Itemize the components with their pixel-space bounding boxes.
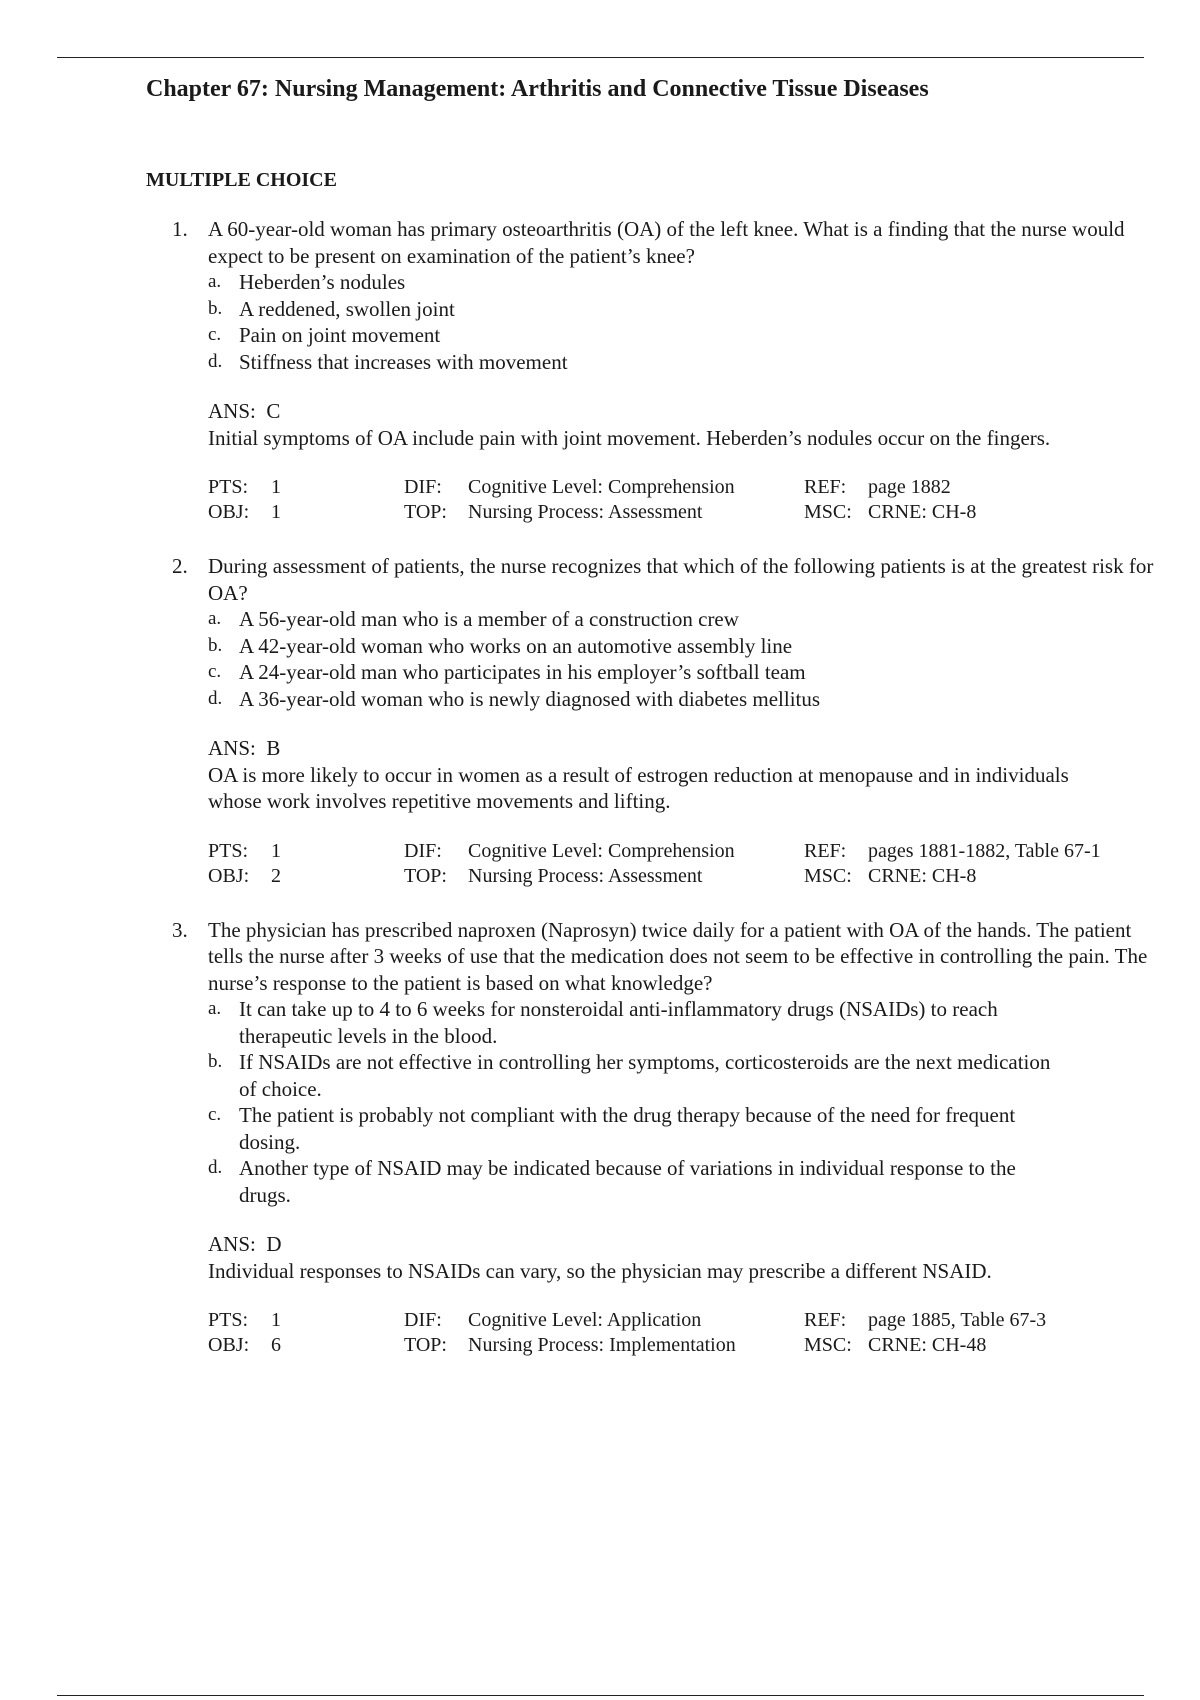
ref-value: page 1885, Table 67-3 bbox=[868, 1309, 1047, 1331]
question-number: 1. bbox=[172, 217, 188, 241]
answer-label: ANS: bbox=[208, 1232, 256, 1256]
option-letter: d. bbox=[208, 350, 223, 372]
option-letter: b. bbox=[208, 297, 223, 319]
answer-line bbox=[208, 1231, 1146, 1258]
dif-value: Cognitive Level: Comprehension bbox=[468, 839, 735, 862]
dif-value: Cognitive Level: Comprehension bbox=[468, 476, 735, 498]
pts-label: PTS: bbox=[208, 476, 249, 498]
option-text: Stiffness that increases with movement bbox=[239, 349, 568, 374]
dif-value: Cognitive Level: Application bbox=[468, 1309, 702, 1331]
option-text: It can take up to 4 to 6 weeks for nonsteroidal anti-inflammatory drugs (NSAIDs) to reach therapeutic levels in the blood. bbox=[239, 997, 998, 1048]
meta-row-2 bbox=[208, 864, 1146, 889]
chapter-title: Chapter 67: Nursing Management: Arthritis and Connective Tissue Diseases bbox=[146, 76, 929, 102]
question-number: 2. bbox=[172, 554, 188, 578]
option-text: A 42-year-old woman who works on an automotive assembly line bbox=[239, 633, 793, 658]
ref-label: REF: bbox=[804, 1309, 847, 1331]
answer-options bbox=[208, 269, 1146, 375]
answer-options bbox=[208, 606, 1146, 712]
question-meta bbox=[208, 839, 1146, 889]
option-d bbox=[208, 1155, 1059, 1208]
pts-value: 1 bbox=[271, 1309, 281, 1331]
question-meta bbox=[208, 475, 1146, 525]
question-meta bbox=[208, 1308, 1146, 1358]
top-rule bbox=[57, 57, 1144, 58]
msc-value: CRNE: CH-48 bbox=[868, 1334, 987, 1356]
question-number: 3. bbox=[172, 917, 188, 942]
option-c bbox=[208, 322, 1059, 349]
top-label: TOP: bbox=[404, 1334, 447, 1356]
obj-value: 6 bbox=[271, 1334, 281, 1356]
option-c bbox=[208, 1102, 1059, 1155]
answer-value: D bbox=[266, 1232, 282, 1256]
answer-options bbox=[208, 996, 1146, 1208]
top-value: Nursing Process: Assessment bbox=[468, 864, 703, 887]
answer-line bbox=[208, 398, 1146, 425]
option-text: A 56-year-old man who is a member of a construction crew bbox=[239, 607, 739, 631]
dif-label: DIF: bbox=[404, 1309, 442, 1331]
pts-value: 1 bbox=[271, 839, 281, 862]
option-text: Heberden’s nodules bbox=[239, 270, 406, 294]
top-label: TOP: bbox=[404, 864, 447, 887]
top-label: TOP: bbox=[404, 501, 447, 523]
option-text: A reddened, swollen joint bbox=[239, 296, 455, 321]
option-letter: c. bbox=[208, 1104, 222, 1125]
rationale: Initial symptoms of OA include pain with joint movement. Heberden’s nodules occur on the fingers. bbox=[208, 425, 1051, 450]
option-letter: c. bbox=[208, 324, 222, 345]
option-a bbox=[208, 269, 1059, 296]
option-text: Another type of NSAID may be indicated because of variations in individual response to the drugs. bbox=[239, 1156, 1016, 1207]
rationale: Individual responses to NSAIDs can vary, so the physician may prescribe a different NSAID. bbox=[208, 1258, 992, 1283]
dif-label: DIF: bbox=[404, 839, 442, 862]
msc-label: MSC: bbox=[804, 501, 852, 523]
option-letter: b. bbox=[208, 634, 223, 656]
question-stem: A 60-year-old woman has primary osteoarthritis (OA) of the left knee. What is a finding that the nurse would expect to be present on examination of the patient’s knee? bbox=[208, 217, 1125, 268]
question-stem: During assessment of patients, the nurse recognizes that which of the following patients is at the greatest risk for OA? bbox=[208, 554, 1154, 605]
meta-row-2 bbox=[208, 1333, 1146, 1358]
option-letter: a. bbox=[208, 608, 222, 629]
option-d bbox=[208, 686, 1059, 713]
question-1 bbox=[146, 216, 1146, 525]
obj-value: 1 bbox=[271, 501, 281, 523]
option-d bbox=[208, 349, 1059, 376]
answer-block bbox=[208, 1231, 1146, 1284]
option-letter: b. bbox=[208, 1051, 223, 1072]
question-list bbox=[146, 216, 1154, 1358]
option-a bbox=[208, 606, 1059, 633]
obj-label: OBJ: bbox=[208, 501, 250, 523]
option-letter: d. bbox=[208, 1157, 223, 1178]
rationale: OA is more likely to occur in women as a result of estrogen reduction at menopause and in individuals whose work involves repetitive movements and lifting. bbox=[208, 762, 1069, 813]
option-text: A 24-year-old man who participates in his employer’s softball team bbox=[239, 660, 806, 684]
meta-row-1 bbox=[208, 475, 1146, 500]
answer-block bbox=[208, 735, 1146, 815]
bottom-rule bbox=[57, 1695, 1144, 1696]
answer-label: ANS: bbox=[208, 399, 256, 423]
obj-value: 2 bbox=[271, 864, 281, 887]
ref-value: pages 1881-1882, Table 67-1 bbox=[868, 839, 1101, 862]
ref-label: REF: bbox=[804, 839, 847, 862]
answer-label: ANS: bbox=[208, 736, 256, 760]
option-b bbox=[208, 1049, 1059, 1102]
option-b bbox=[208, 296, 1059, 323]
obj-label: OBJ: bbox=[208, 864, 250, 887]
dif-label: DIF: bbox=[404, 476, 442, 498]
question-2 bbox=[146, 553, 1154, 889]
option-letter: c. bbox=[208, 661, 222, 682]
msc-label: MSC: bbox=[804, 1334, 852, 1356]
meta-row-2 bbox=[208, 500, 1146, 525]
top-value: Nursing Process: Implementation bbox=[468, 1334, 736, 1356]
option-text: If NSAIDs are not effective in controlling her symptoms, corticosteroids are the next medication of choice. bbox=[239, 1050, 1051, 1101]
option-letter: a. bbox=[208, 271, 222, 292]
top-value: Nursing Process: Assessment bbox=[468, 501, 703, 523]
question-stem: The physician has prescribed naproxen (Naprosyn) twice daily for a patient with OA of the hands. The patient tells the nurse after 3 weeks of use that the medication does not seem to be effective in controlling the pain. The nurse’s response to the patient is based on what knowledge? bbox=[208, 917, 1148, 995]
option-b bbox=[208, 633, 1059, 660]
pts-label: PTS: bbox=[208, 839, 249, 862]
ref-value: page 1882 bbox=[868, 476, 951, 498]
question-3 bbox=[146, 917, 1146, 1359]
msc-label: MSC: bbox=[804, 864, 852, 887]
option-a bbox=[208, 996, 1059, 1049]
answer-value: B bbox=[266, 736, 281, 760]
pts-value: 1 bbox=[271, 476, 281, 498]
msc-value: CRNE: CH-8 bbox=[868, 501, 977, 523]
option-letter: a. bbox=[208, 998, 222, 1019]
meta-row-1 bbox=[208, 1308, 1146, 1333]
answer-value: C bbox=[266, 399, 281, 423]
obj-label: OBJ: bbox=[208, 1334, 250, 1356]
option-text: Pain on joint movement bbox=[239, 323, 441, 347]
answer-block bbox=[208, 398, 1146, 451]
document-body bbox=[146, 72, 1154, 1386]
msc-value: CRNE: CH-8 bbox=[868, 864, 977, 887]
meta-row-1 bbox=[208, 839, 1146, 864]
option-c bbox=[208, 659, 1059, 686]
option-letter: d. bbox=[208, 687, 223, 709]
ref-label: REF: bbox=[804, 476, 847, 498]
pts-label: PTS: bbox=[208, 1309, 249, 1331]
option-text: The patient is probably not compliant with the drug therapy because of the need for frequent dosing. bbox=[239, 1103, 1016, 1154]
section-title: MULTIPLE CHOICE bbox=[146, 169, 337, 191]
option-text: A 36-year-old woman who is newly diagnosed with diabetes mellitus bbox=[239, 686, 821, 711]
answer-line bbox=[208, 735, 1146, 762]
